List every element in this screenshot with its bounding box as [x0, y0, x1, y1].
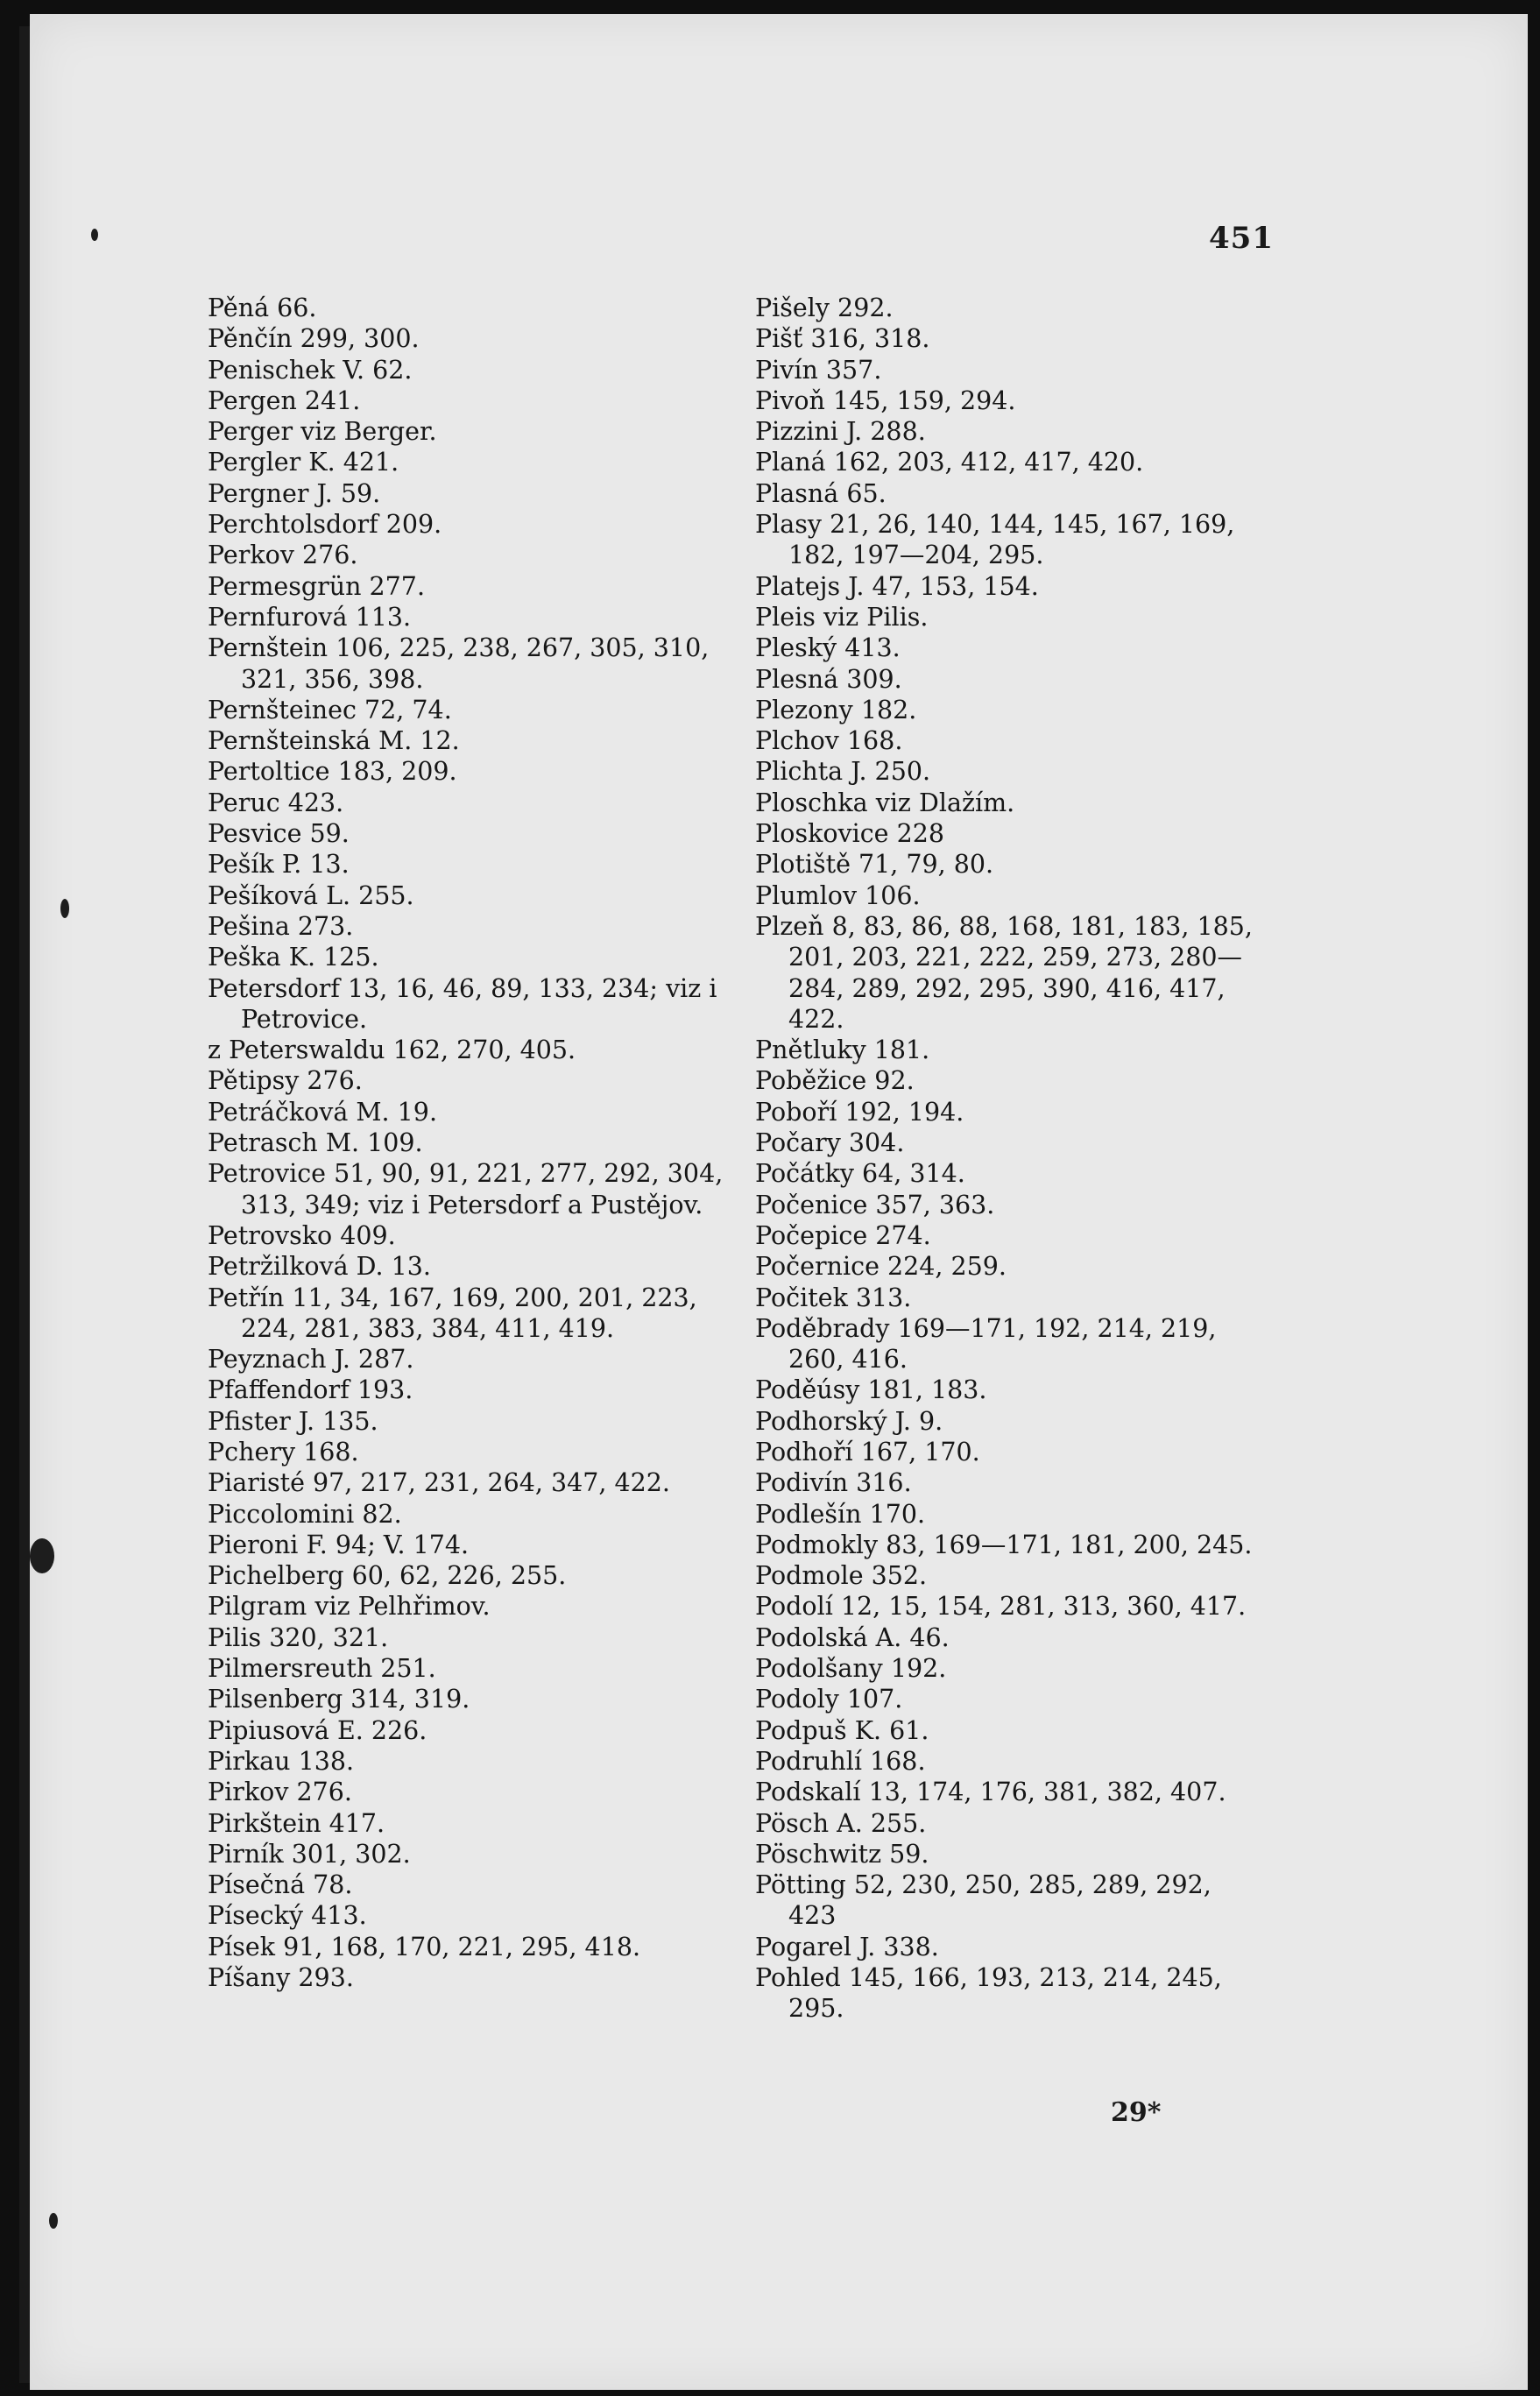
scanned-page: [30, 14, 1528, 2390]
book-spine-shadow: [19, 26, 30, 2383]
index-entry: Platejs J. 47, 153, 154.: [755, 571, 1039, 601]
index-entry: Pirník 301, 302.: [208, 1839, 411, 1869]
index-entry: Počernice 224, 259.: [755, 1252, 1007, 1282]
index-entry: Plzeň 8, 83, 86, 88, 168, 181, 183, 185, 201, 203, 221, 222, 259, 273, 280—284, 289, 292, 295, 390, 416, 417, 422.: [755, 911, 1253, 1034]
signature-mark: 29*: [1111, 2097, 1162, 2128]
index-entry: Počenice 357, 363.: [755, 1190, 995, 1219]
index-entry: Podolská A. 46.: [755, 1622, 950, 1652]
index-entry: Petrovice 51, 90, 91, 221, 277, 292, 304, 313, 349; viz i Petersdorf a Pustějov.: [208, 1159, 724, 1219]
index-entry: Pernštein 106, 225, 238, 267, 305, 310, 321, 356, 398.: [208, 633, 710, 694]
page-number: 451: [1209, 221, 1274, 256]
index-entry: Perger viz Berger.: [208, 417, 437, 447]
index-entry: Plasy 21, 26, 140, 144, 145, 167, 169, 182, 197—204, 295.: [755, 510, 1235, 570]
index-entry: z Peterswaldu 162, 270, 405.: [208, 1035, 576, 1065]
ink-speck: [49, 2213, 58, 2229]
index-entry: Piccolomini 82.: [208, 1499, 402, 1529]
index-column-right: [755, 293, 1263, 2025]
ink-speck: [91, 229, 98, 241]
index-entry: Podmole 352.: [755, 1561, 928, 1591]
index-entry: Plezony 182.: [755, 695, 917, 724]
index-entry: Podpuš K. 61.: [755, 1715, 929, 1745]
index-entry: Pogarel J. 338.: [755, 1932, 939, 1961]
index-entry: Petržilková D. 13.: [208, 1252, 431, 1282]
index-entry: Pötting 52, 230, 250, 285, 289, 292, 423: [755, 1870, 1212, 1931]
index-entry: Podivín 316.: [755, 1468, 912, 1498]
index-entry: Pilsenberg 314, 319.: [208, 1685, 470, 1714]
index-entry: Pichelberg 60, 62, 226, 255.: [208, 1561, 567, 1591]
index-entry: Píšany 293.: [208, 1963, 354, 1993]
index-entry: Pešík P. 13.: [208, 850, 350, 880]
ink-speck: [60, 899, 69, 918]
index-entry: Pleis viz Pilis.: [755, 602, 929, 632]
index-entry: Plasná 65.: [755, 478, 887, 508]
index-entry: Pirkštein 417.: [208, 1808, 385, 1838]
index-entry: Peruc 423.: [208, 788, 344, 817]
index-entry: Pirkau 138.: [208, 1746, 355, 1776]
index-entry: Podlešín 170.: [755, 1499, 926, 1529]
index-entry: Pilgram viz Pelhřimov.: [208, 1592, 491, 1622]
index-entry: Petrasch M. 109.: [208, 1128, 423, 1158]
index-entry: Pětipsy 276.: [208, 1066, 363, 1096]
index-entry: Petřín 11, 34, 167, 169, 200, 201, 223, 224, 281, 383, 384, 411, 419.: [208, 1283, 697, 1343]
index-entry: Pešina 273.: [208, 911, 354, 941]
index-entry: Pnětluky 181.: [755, 1035, 930, 1065]
index-entry: Plchov 168.: [755, 726, 903, 756]
index-entry: Poběžice 92.: [755, 1066, 915, 1096]
index-entry: Pchery 168.: [208, 1437, 359, 1467]
index-entry: Pesvice 59.: [208, 819, 350, 849]
index-entry: Permesgrün 277.: [208, 571, 425, 601]
index-entry: Perchtolsdorf 209.: [208, 510, 442, 540]
index-entry: Pivín 357.: [755, 355, 882, 385]
index-entry: Peyznach J. 287.: [208, 1345, 414, 1375]
index-entry: Ploschka viz Dlažím.: [755, 788, 1015, 817]
index-entry: Pivoň 145, 159, 294.: [755, 385, 1016, 415]
index-entry: Pergen 241.: [208, 385, 361, 415]
index-entry: Pilis 320, 321.: [208, 1622, 389, 1652]
index-entry: Pfister J. 135.: [208, 1406, 378, 1436]
index-entry: Pišť 316, 318.: [755, 324, 930, 354]
index-entry: Podoly 107.: [755, 1685, 903, 1714]
index-entry: Poboří 192, 194.: [755, 1097, 964, 1127]
index-entry: Podruhlí 168.: [755, 1746, 926, 1776]
index-entry: Pilmersreuth 251.: [208, 1654, 436, 1684]
index-entry: Petersdorf 13, 16, 46, 89, 133, 234; viz i Petrovice.: [208, 973, 717, 1034]
index-entry: Pergner J. 59.: [208, 478, 381, 508]
index-entry: Pergler K. 421.: [208, 448, 399, 477]
index-entry: Pernšteinská M. 12.: [208, 726, 460, 756]
ink-blot: [30, 1538, 54, 1573]
index-entry: Peška K. 125.: [208, 943, 379, 972]
index-entry: Petráčková M. 19.: [208, 1097, 437, 1127]
index-entry: Počary 304.: [755, 1128, 905, 1158]
index-entry: Pieroni F. 94; V. 174.: [208, 1530, 470, 1559]
index-entry: Poděbrady 169—171, 192, 214, 219, 260, 416.: [755, 1313, 1217, 1375]
index-entry: Penischek V. 62.: [208, 355, 413, 385]
index-entry: Pfaffendorf 193.: [208, 1375, 413, 1405]
index-entry: Pösch A. 255.: [755, 1808, 927, 1838]
index-entry: Pizzini J. 288.: [755, 417, 926, 447]
index-entry: Pernfurová 113.: [208, 602, 412, 632]
index-entry: Pirkov 276.: [208, 1778, 352, 1807]
index-entry: Pernšteinec 72, 74.: [208, 695, 452, 724]
index-entry: Pišely 292.: [755, 293, 894, 322]
index-entry: Podhorský J. 9.: [755, 1406, 943, 1436]
index-entry: Planá 162, 203, 412, 417, 420.: [755, 448, 1144, 477]
index-entry: Počepice 274.: [755, 1220, 931, 1250]
index-entry: Plichta J. 250.: [755, 757, 931, 787]
index-entry: Petrovsko 409.: [208, 1220, 396, 1250]
index-entry: Podolšany 192.: [755, 1654, 947, 1684]
index-entry: Ploskovice 228: [755, 819, 945, 849]
index-entry: Piaristé 97, 217, 231, 264, 347, 422.: [208, 1468, 670, 1498]
index-entry: Plesná 309.: [755, 664, 902, 694]
index-entry: Pohled 145, 166, 193, 213, 214, 245, 295.: [755, 1963, 1222, 2024]
index-entry: Pěnčín 299, 300.: [208, 324, 420, 354]
index-entry: Počitek 313.: [755, 1283, 912, 1312]
index-entry: Pertoltice 183, 209.: [208, 757, 457, 787]
index-entry: Pešíková L. 255.: [208, 880, 414, 910]
index-entry: Písek 91, 168, 170, 221, 295, 418.: [208, 1932, 641, 1961]
index-entry: Podskalí 13, 174, 176, 381, 382, 407.: [755, 1778, 1226, 1807]
index-entry: Počátky 64, 314.: [755, 1159, 965, 1189]
index-entry: Poděúsy 181, 183.: [755, 1375, 987, 1405]
index-entry: Podolí 12, 15, 154, 281, 313, 360, 417.: [755, 1592, 1247, 1622]
index-entry: Pöschwitz 59.: [755, 1839, 929, 1869]
index-entry: Pěná 66.: [208, 293, 317, 322]
index-entry: Podhoří 167, 170.: [755, 1437, 980, 1467]
index-entry: Písečná 78.: [208, 1870, 353, 1900]
index-entry: Písecký 413.: [208, 1901, 367, 1931]
index-column-left: [208, 293, 733, 1993]
index-entry: Plumlov 106.: [755, 880, 921, 910]
index-entry: Pipiusová E. 226.: [208, 1715, 427, 1745]
index-entry: Podmokly 83, 169—171, 181, 200, 245.: [755, 1530, 1253, 1559]
index-entry: Plotiště 71, 79, 80.: [755, 850, 994, 880]
index-entry: Pleský 413.: [755, 633, 901, 663]
index-entry: Perkov 276.: [208, 541, 358, 570]
